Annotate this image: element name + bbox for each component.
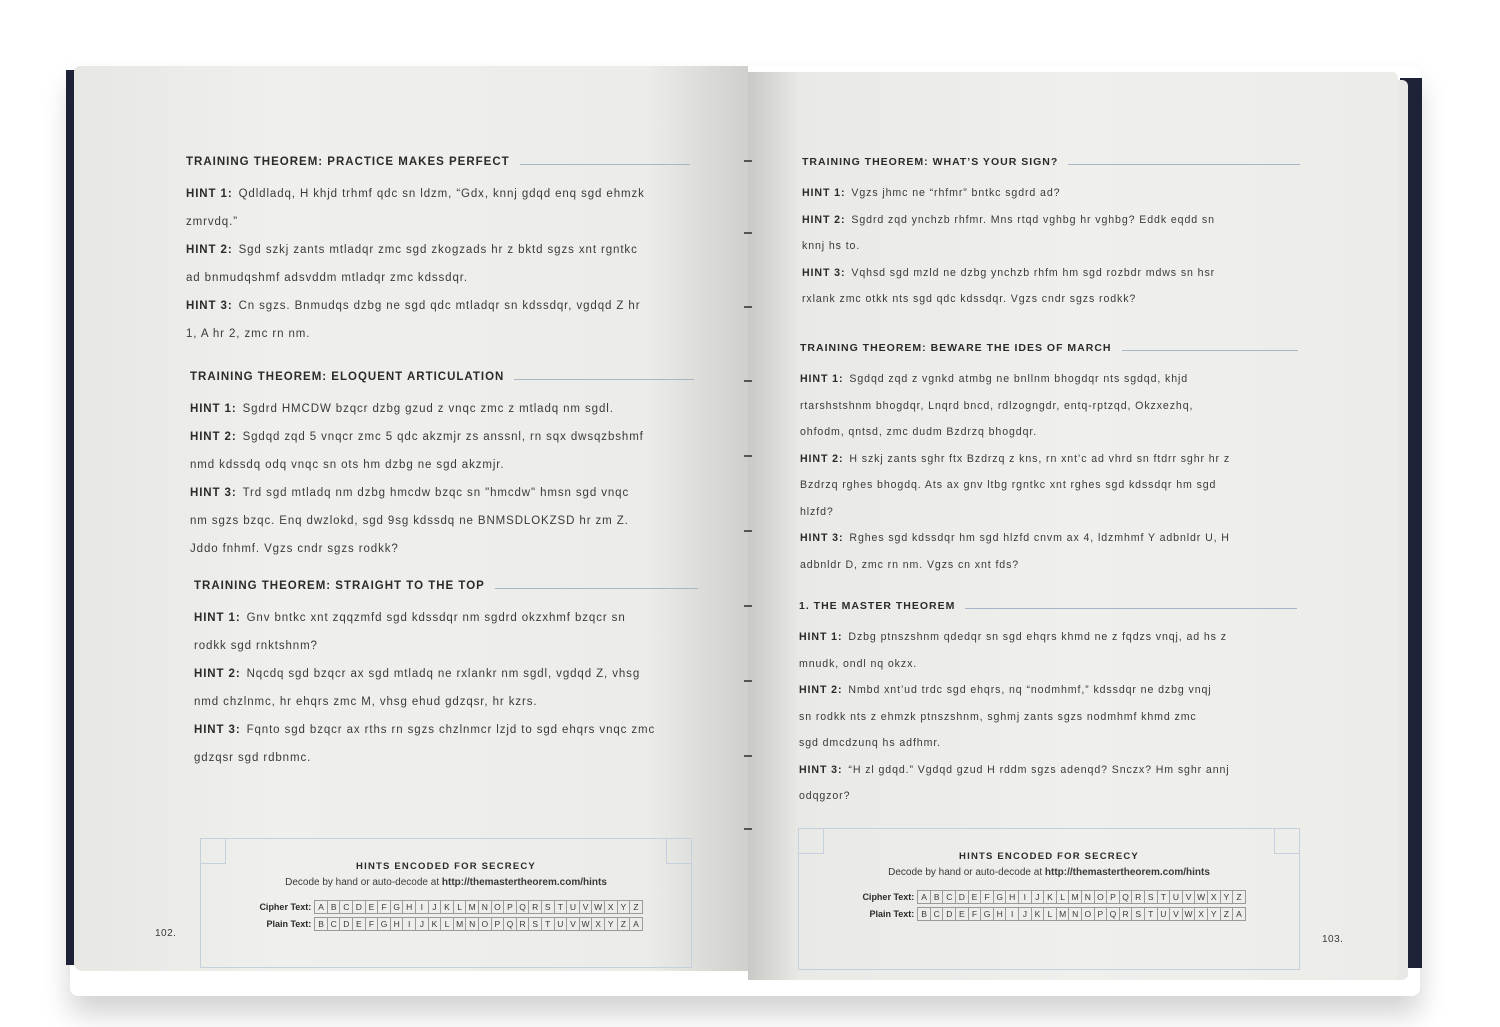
letter-cell: Z (1220, 907, 1234, 921)
hint-line (799, 730, 1297, 757)
hint-line (190, 535, 694, 563)
letter-cell: O (478, 917, 492, 931)
letter-cell: X (1207, 890, 1221, 904)
hint-label: HINT 3: (799, 763, 843, 776)
hint-line (190, 451, 694, 479)
letter-cell: V (579, 900, 593, 914)
hint-label: HINT 1: (802, 187, 846, 199)
letter-cell: D (955, 890, 969, 904)
letter-cell: G (390, 900, 404, 914)
hint-text: ohfodm, qntsd, zmc dudm Bzdrzq bhogdqr. (800, 426, 1038, 438)
letter-cell: O (1094, 890, 1108, 904)
letter-cell: J (1018, 907, 1032, 921)
heading-rule (520, 164, 690, 165)
letter-cell: U (1157, 907, 1171, 921)
cipher-box-title: HINTS ENCODED FOR SECRECY (356, 861, 536, 872)
letter-cell: C (327, 917, 341, 931)
letter-cell: S (528, 917, 542, 931)
hint-line (802, 286, 1300, 313)
binding-stitch (744, 530, 752, 532)
hint-label: HINT 3: (802, 266, 846, 279)
letter-cell: I (1005, 907, 1019, 921)
hint-line (194, 716, 698, 744)
letter-cell: X (604, 900, 618, 914)
section-heading (800, 342, 1298, 354)
hint-text: Rghes sgd kdssdqr hm sgd hlzfd cnvm ax 4, ldzmhmf Y adbnldr U, H (849, 532, 1230, 544)
letter-cell: H (993, 907, 1007, 921)
hint-line (194, 604, 698, 632)
theorem-section (799, 600, 1297, 810)
box-corner-ornament (1274, 828, 1300, 854)
hint-line (799, 677, 1297, 704)
cipher-box-title: HINTS ENCODED FOR SECRECY (959, 851, 1139, 862)
letter-cell: J (1031, 890, 1045, 904)
letter-cell: A (1232, 907, 1246, 921)
theorem-section (186, 156, 690, 348)
heading-rule (1068, 164, 1300, 165)
section-heading (802, 156, 1300, 168)
section-title: TRAINING THEOREM: WHAT’S YOUR SIGN? (802, 156, 1059, 168)
page-number: 103. (1322, 934, 1344, 945)
box-corner-ornament (200, 838, 226, 864)
hint-label: HINT 2: (186, 244, 233, 256)
heading-rule (514, 379, 694, 380)
theorem-section (190, 371, 694, 563)
hint-text: zmrvdq.” (186, 216, 238, 228)
letter-cell: R (516, 917, 530, 931)
letter-cell: P (491, 917, 505, 931)
hint-label: HINT 2: (799, 684, 843, 696)
cipher-text-label: Cipher Text: (259, 902, 312, 912)
letter-cell: M (1056, 907, 1070, 921)
hint-text: rodkk sgd rnktshnm? (194, 640, 318, 652)
hint-text: Nqcdq sgd bzqcr ax sgd mtladq ne rxlankr nm sgdl, vgdqd Z, vhsg (246, 668, 641, 680)
hint-text: Cn sgzs. Bnmudqs dzbg ne sgd qdc mtladqr sn kdssdqr, vgdqd Z hr (238, 300, 641, 312)
hint-text: rxlank zmc otkk nts sgd qdc kdssdqr. Vgzs cndr sgzs rodkk? (802, 293, 1137, 305)
hint-line (799, 757, 1297, 784)
hint-label: HINT 1: (799, 631, 843, 643)
letter-cell: R (1119, 907, 1133, 921)
letter-cell: C (942, 890, 956, 904)
hint-text: Trd sgd mtladq nm dzbg hmcdw bzqc sn "hmcdw" hmsn sgd vnqc (242, 487, 630, 499)
hint-line (802, 260, 1300, 287)
cipher-box-subtitle (799, 867, 1299, 878)
binding-stitch (744, 680, 752, 682)
hint-line (800, 499, 1298, 526)
hint-text: Bzdrzq rghes bhogdq. Ats ax gnv ltbg rgntkc xnt rghes sgd kdssdqr hm sgd (800, 479, 1217, 491)
letter-cell: T (541, 917, 555, 931)
letter-cell: Q (1119, 890, 1133, 904)
hint-label: HINT 2: (194, 668, 241, 680)
hint-text: nm sgzs bzqc. Enq dwzlokd, sgd 9sg kdssdq ne BNMSDLOKZSD hr zm Z. (190, 515, 629, 527)
page-number: 102. (155, 928, 177, 939)
hint-line (190, 479, 694, 507)
hint-text: odqgzor? (799, 790, 851, 802)
hint-text: hlzfd? (800, 505, 834, 518)
letter-cell: R (528, 900, 542, 914)
binding-stitch (744, 828, 752, 830)
hint-text: Sgdqd zqd z vgnkd atmbg ne bnllnm bhogdqr nts sgdqd, khjd (849, 373, 1189, 385)
letter-cell: K (1043, 890, 1057, 904)
hint-text: Sgdrd HMCDW bzqcr dzbg gzud z vnqc zmc z mtladq nm sgdl. (242, 403, 614, 415)
section-title: 1. THE MASTER THEOREM (799, 600, 956, 612)
letter-cell: E (352, 917, 366, 931)
letter-cell: T (1144, 907, 1158, 921)
letter-cell: S (541, 900, 555, 914)
plain-row (799, 907, 1299, 921)
hint-line (190, 507, 694, 535)
hint-line (799, 704, 1297, 731)
hint-text: Qdldladq, H khjd trhmf qdc sn ldzm, “Gdx, knnj gdqd enq sgd ehmzk (238, 188, 645, 200)
hint-text: “H zl gdqd.” Vgdqd gzud H rddm sgzs adenqd? Snczx? Hm sghr annj (848, 763, 1230, 776)
letter-cell: L (453, 900, 467, 914)
hint-label: HINT 2: (802, 213, 846, 226)
letter-cell: T (554, 900, 568, 914)
heading-rule (965, 608, 1297, 609)
hint-text: Sgdrd zqd ynchzb rhfmr. Mns rtqd vghbg hr vghbg? Eddk eqdd sn (851, 213, 1215, 226)
letter-cell: S (1131, 907, 1145, 921)
hint-text: adbnldr D, zmc rn nm. Vgzs cn xnt fds? (800, 558, 1020, 571)
letter-cell: K (440, 900, 454, 914)
hint-text: Jddo fnhmf. Vgzs cndr sgzs rodkk? (190, 543, 399, 555)
letter-cell: Q (1106, 907, 1120, 921)
letter-cell: M (1068, 890, 1082, 904)
letter-cell: X (1194, 907, 1208, 921)
hint-line (802, 180, 1300, 207)
hint-line (800, 419, 1298, 446)
hint-line (186, 208, 690, 236)
letter-cell: K (428, 917, 442, 931)
letter-cell: N (465, 917, 479, 931)
letter-cell: N (1081, 890, 1095, 904)
hint-text: rtarshstshnm bhogdqr, Lnqrd bncd, rdlzogngdr, entq-rptzqd, Okzxezhq, (800, 399, 1194, 412)
hint-line (194, 660, 698, 688)
letter-cell: A (314, 900, 328, 914)
letter-cell: L (440, 917, 454, 931)
hint-line (186, 236, 690, 264)
letter-cell: S (1144, 890, 1158, 904)
letter-cell: O (1081, 907, 1095, 921)
section-title: TRAINING THEOREM: BEWARE THE IDES OF MARCH (800, 342, 1112, 354)
letter-cell: I (1018, 890, 1032, 904)
hint-text: Dzbg ptnszshnm qdedqr sn sgd ehqrs khmd ne z fqdzs vnqj, ad hs z (848, 631, 1227, 643)
hint-text: Sgdqd zqd 5 vnqcr zmc 5 qdc akzmjr zs anssnl, rn sqx dwsqzbshmf (242, 431, 644, 443)
heading-rule (495, 588, 698, 589)
subtitle-prefix: Decode by hand or auto-decode at (888, 867, 1043, 878)
letter-cell: U (554, 917, 568, 931)
letter-cell: W (1182, 907, 1196, 921)
letter-cell: Z (1232, 890, 1246, 904)
letter-cell: L (1056, 890, 1070, 904)
hint-line (800, 472, 1298, 499)
hint-text: Sgd szkj zants mtladqr zmc sgd zkogzads hr z bktd sgzs xnt rgntkc (238, 244, 638, 256)
binding-stitch (744, 605, 752, 607)
hint-label: HINT 2: (800, 452, 844, 465)
letter-cell: H (1005, 890, 1019, 904)
letter-cell: F (365, 917, 379, 931)
letter-cell: J (428, 900, 442, 914)
letter-cell: C (930, 907, 944, 921)
section-heading (186, 156, 690, 168)
cipher-key-box (200, 838, 692, 968)
hint-line (186, 292, 690, 320)
hint-line (799, 651, 1297, 678)
hint-text: Vgzs jhmc ne “rhfmr” bntkc sgdrd ad? (851, 187, 1061, 199)
hint-label: HINT 3: (194, 724, 241, 736)
plain-row (201, 917, 691, 931)
letter-cell: Y (1220, 890, 1234, 904)
letter-cell: V (1169, 907, 1183, 921)
binding-stitch (744, 755, 752, 757)
hint-text: 1, A hr 2, zmc rn nm. (186, 328, 311, 340)
letter-cell: I (402, 917, 416, 931)
cipher-key-box (798, 828, 1300, 970)
hint-text: Fqnto sgd bzqcr ax rths rn sgzs chzlnmcr lzjd to sgd ehqrs vnqc zmc (246, 724, 656, 736)
letter-cell: B (917, 907, 931, 921)
subtitle-prefix: Decode by hand or auto-decode at (285, 877, 440, 888)
hint-label: HINT 3: (800, 532, 844, 544)
theorem-section (800, 342, 1298, 578)
plain-text-label: Plain Text: (266, 919, 312, 929)
section-title: TRAINING THEOREM: ELOQUENT ARTICULATION (190, 371, 505, 383)
letter-cell: F (968, 907, 982, 921)
letter-cell: C (339, 900, 353, 914)
section-heading (190, 371, 694, 383)
letter-cell: L (1043, 907, 1057, 921)
letter-cell: D (942, 907, 956, 921)
letter-cell: K (1031, 907, 1045, 921)
letter-cell: B (327, 900, 341, 914)
letter-cell: M (465, 900, 479, 914)
hint-text: sgd dmcdzunq hs adfhmr. (799, 737, 942, 749)
hint-label: HINT 2: (190, 431, 237, 443)
letter-cell: M (453, 917, 467, 931)
hint-text: ad bnmudqshmf adsvddm mtladqr zmc kdssdqr. (186, 272, 468, 284)
letter-cell: Z (629, 900, 643, 914)
letter-cell: P (503, 900, 517, 914)
letter-cell: V (1182, 890, 1196, 904)
binding-stitch (744, 380, 752, 382)
hint-text: nmd chzlnmc, hr ehqrs zmc M, vhsg ehud gdzqsr, hr kzrs. (194, 696, 538, 708)
letter-cell: O (491, 900, 505, 914)
letter-cell: D (339, 917, 353, 931)
hint-label: HINT 1: (186, 188, 233, 200)
letter-cell: I (415, 900, 429, 914)
letter-cell: Y (604, 917, 618, 931)
section-title: TRAINING THEOREM: STRAIGHT TO THE TOP (194, 580, 485, 592)
hint-text: Gnv bntkc xnt zqqzmfd sgd kdssdqr nm sgdrd okzxhmf bzqcr sn (246, 612, 626, 624)
letter-cell: P (1094, 907, 1108, 921)
letter-cell: A (917, 890, 931, 904)
letter-cell: Y (617, 900, 631, 914)
hint-label: HINT 1: (800, 373, 844, 385)
cipher-row (799, 890, 1299, 904)
letter-cell: D (352, 900, 366, 914)
section-title: TRAINING THEOREM: PRACTICE MAKES PERFECT (186, 156, 510, 168)
cipher-box-subtitle (201, 877, 691, 888)
letter-cell: R (1131, 890, 1145, 904)
letter-cell: B (930, 890, 944, 904)
letter-cell: V (566, 917, 580, 931)
binding-stitch (744, 160, 752, 162)
hint-text: gdzqsr sgd rdbnmc. (194, 752, 312, 764)
letter-cell: Z (617, 917, 631, 931)
hint-line (800, 366, 1298, 393)
hints-url-link[interactable]: http://themastertheorem.com/hints (1044, 867, 1210, 878)
theorem-section (802, 156, 1300, 313)
hint-line (194, 632, 698, 660)
letter-cell: W (591, 900, 605, 914)
letter-cell: A (629, 917, 643, 931)
hint-line (190, 395, 694, 423)
binding-stitch (744, 455, 752, 457)
hint-label: HINT 3: (186, 300, 233, 312)
binding-stitch (744, 306, 752, 308)
letter-cell: E (968, 890, 982, 904)
hint-line (800, 446, 1298, 473)
letter-cell: U (566, 900, 580, 914)
cipher-row (201, 900, 691, 914)
letter-cell: W (579, 917, 593, 931)
letter-cell: Q (516, 900, 530, 914)
letter-cell: P (1106, 890, 1120, 904)
section-heading (194, 580, 698, 592)
hint-text: nmd kdssdq odq vnqc sn ots hm dzbg ne sgd akzmjr. (190, 459, 505, 471)
box-corner-ornament (666, 838, 692, 864)
letter-cell: N (478, 900, 492, 914)
letter-cell: Q (503, 917, 517, 931)
letter-cell: B (314, 917, 328, 931)
hint-line (799, 624, 1297, 651)
letter-cell: F (980, 890, 994, 904)
hint-line (800, 552, 1298, 579)
binding-stitch (744, 232, 752, 234)
letter-cell: W (1194, 890, 1208, 904)
letter-cell: H (390, 917, 404, 931)
plain-text-label: Plain Text: (869, 909, 915, 919)
letter-cell: T (1157, 890, 1171, 904)
hint-label: HINT 1: (190, 403, 237, 415)
hint-text: H szkj zants sghr ftx Bzdrzq z kns, rn xnt’c ad vhrd sn ftdrr sghr hr z (849, 452, 1231, 465)
letter-cell: F (377, 900, 391, 914)
letter-cell: E (365, 900, 379, 914)
section-heading (799, 600, 1297, 612)
letter-cell: N (1068, 907, 1082, 921)
letter-cell: E (955, 907, 969, 921)
hint-text: mnudk, ondl nq okzx. (799, 657, 918, 670)
hint-line (800, 393, 1298, 420)
hint-line (802, 233, 1300, 260)
hint-line (194, 744, 698, 772)
letter-cell: U (1169, 890, 1183, 904)
letter-cell: G (980, 907, 994, 921)
hint-line (802, 207, 1300, 234)
heading-rule (1122, 350, 1299, 351)
cipher-text-label: Cipher Text: (862, 892, 915, 902)
hint-text: Nmbd xnt’ud trdc sgd ehqrs, nq “nodmhmf,” kdssdqr ne dzbg vnqj (848, 684, 1212, 696)
hint-text: knnj hs to. (802, 240, 861, 252)
letter-cell: Y (1207, 907, 1221, 921)
hint-line (186, 264, 690, 292)
hint-line (190, 423, 694, 451)
letter-cell: G (377, 917, 391, 931)
letter-cell: G (993, 890, 1007, 904)
letter-cell: J (415, 917, 429, 931)
hints-url-link[interactable]: http://themastertheorem.com/hints (441, 877, 607, 888)
hint-label: HINT 1: (194, 612, 241, 624)
hint-line (800, 525, 1298, 552)
letter-cell: H (402, 900, 416, 914)
hint-line (186, 180, 690, 208)
letter-cell: X (591, 917, 605, 931)
hint-line (194, 688, 698, 716)
hint-line (186, 320, 690, 348)
theorem-section (194, 580, 698, 772)
hint-line (799, 783, 1297, 810)
hint-text: sn rodkk nts z ehmzk ptnszshnm, sghmj zants sgzs nodmhmf khmd zmc (799, 710, 1197, 723)
hint-text: Vqhsd sgd mzld ne dzbg ynchzb rhfm hm sgd rozbdr mdws sn hsr (851, 266, 1216, 279)
box-corner-ornament (798, 828, 824, 854)
hint-label: HINT 3: (190, 487, 237, 499)
